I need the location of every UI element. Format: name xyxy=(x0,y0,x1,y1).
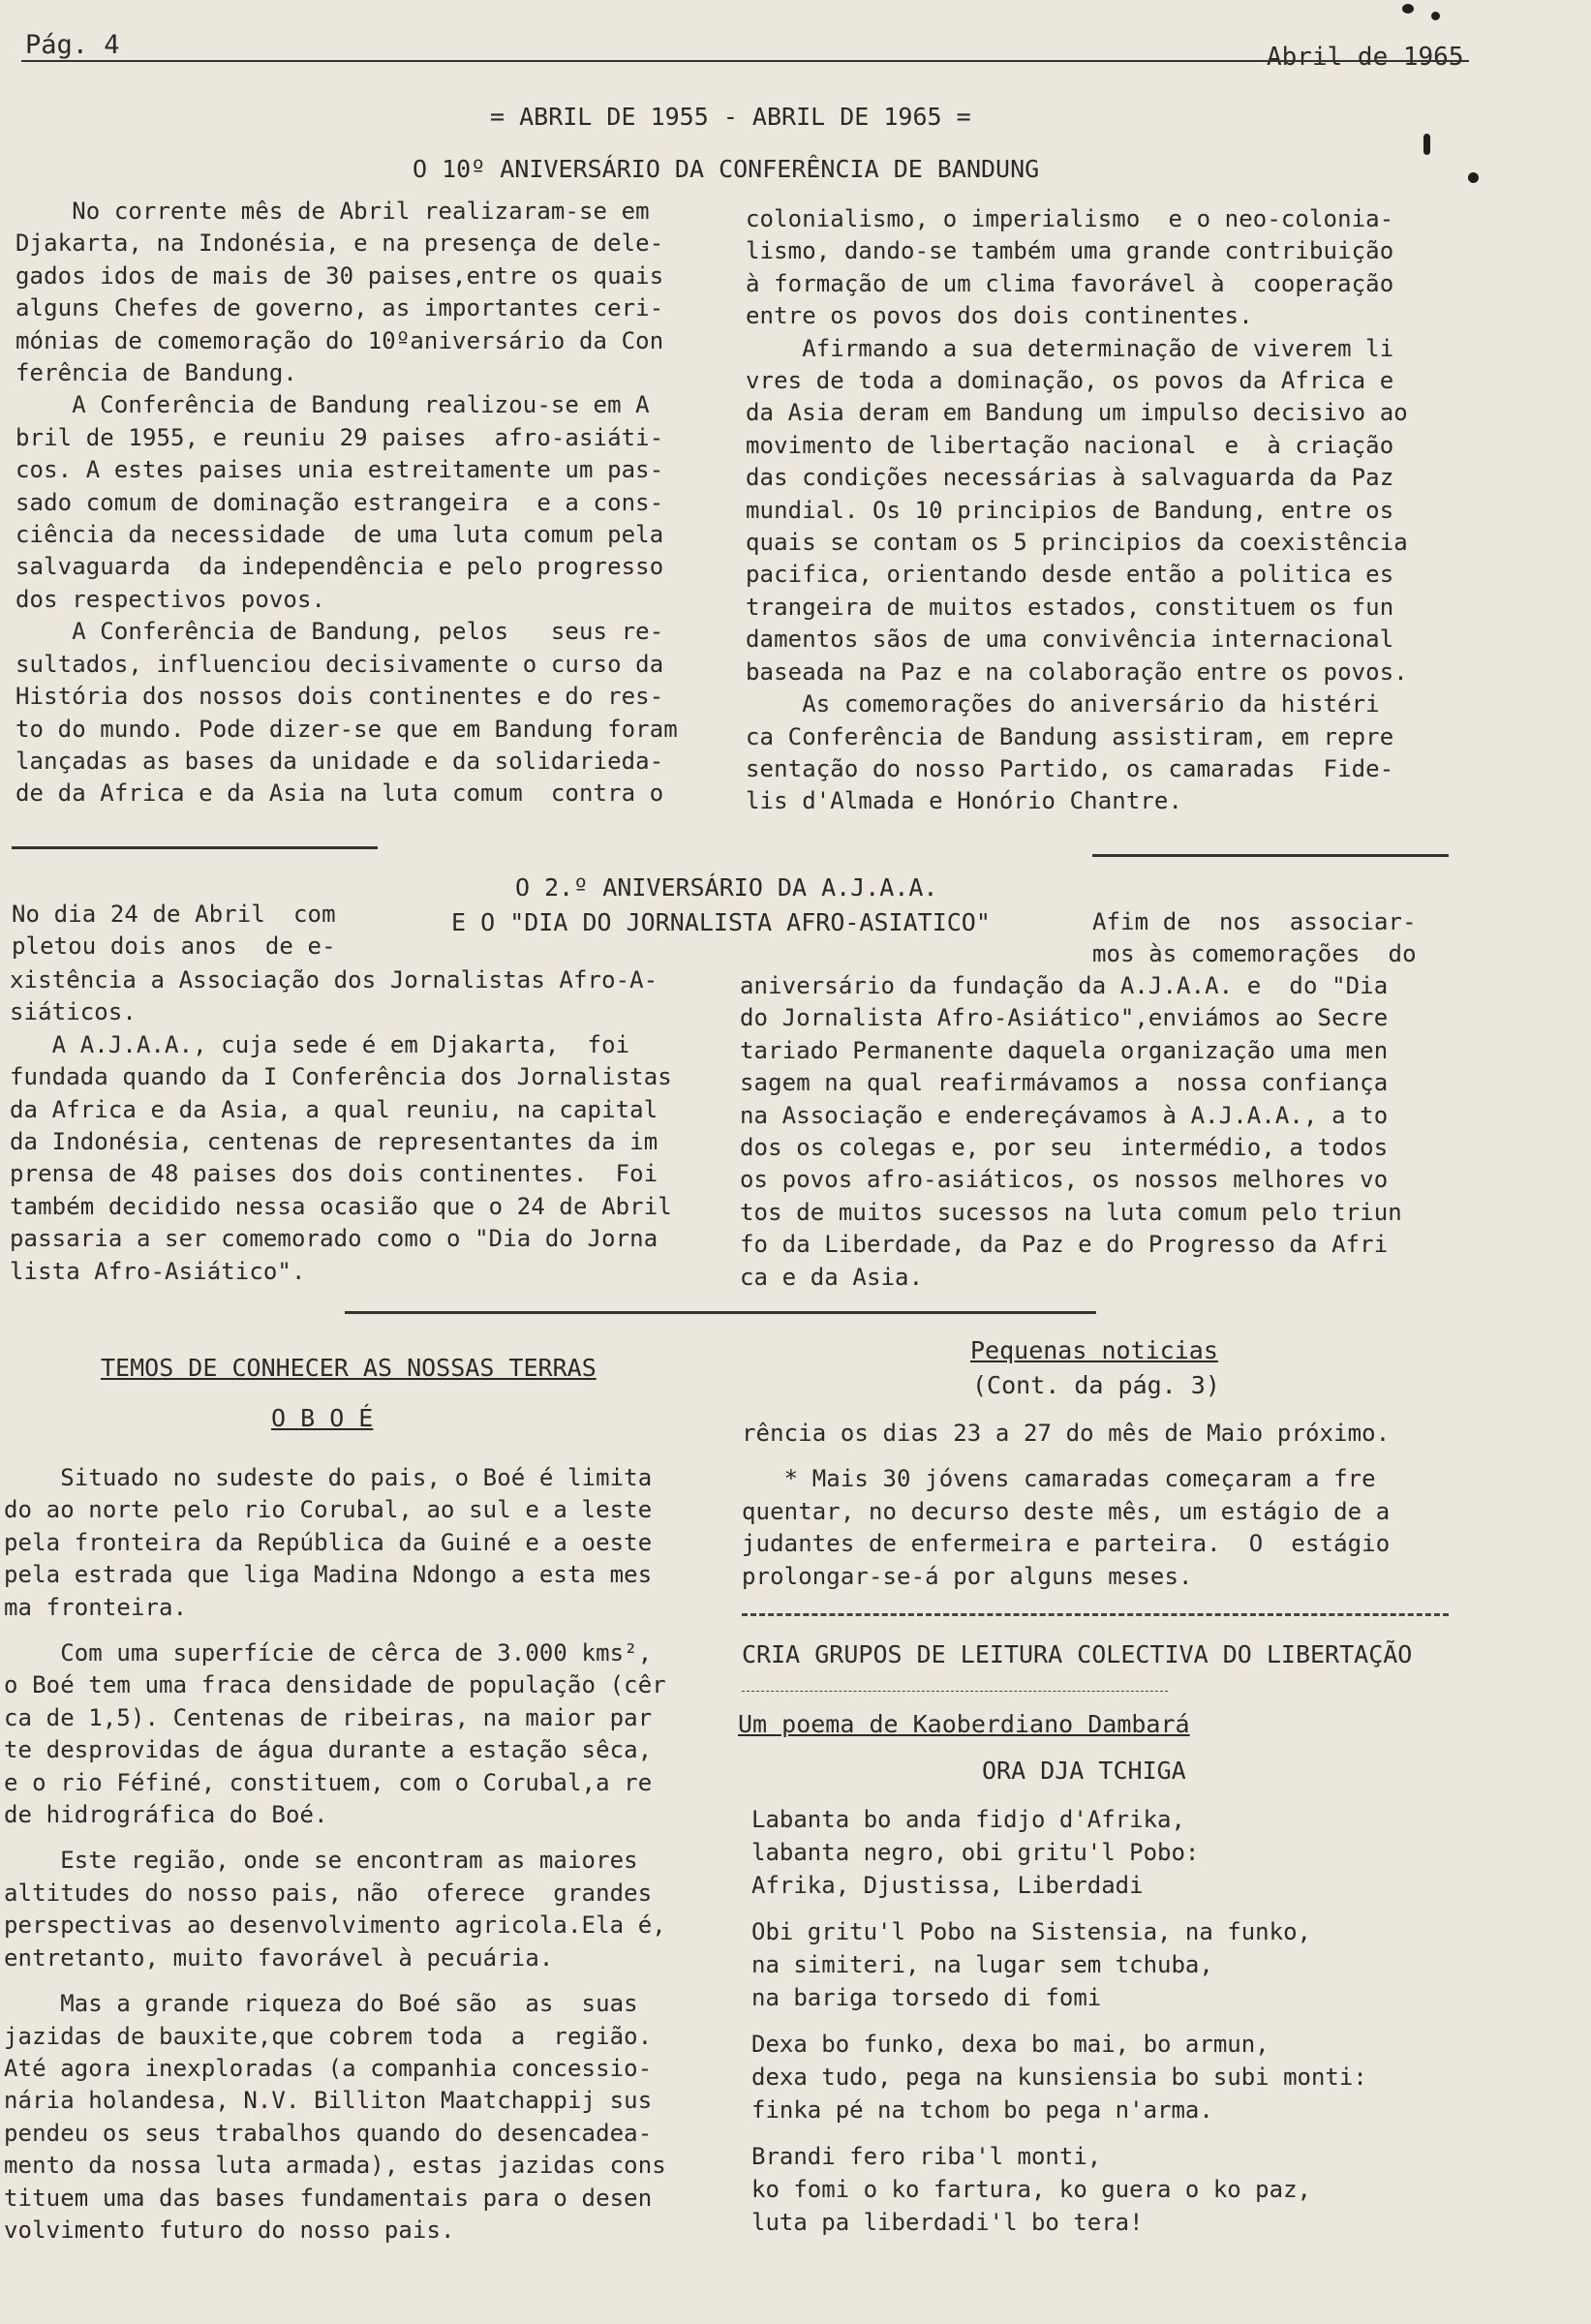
page-number: Pág. 4 xyxy=(25,30,120,60)
article-1-col1: No corrente mês de Abril realizaram-se em Djakarta, na Indonésia, e na presença de dele- gados idos de mais de 30 paises,entre os quais alguns Chefes de governo, as importantes ceri- mónias de comemoração do 10ºaniversário da Con ferência de Bandung. A Conferência de Bandung realizou-se em A bril de 1955, e reuniu 29 paises afro-asiáti- cos. A estes paises unia estreitamente um pas- sado comum de dominação estrangeira e a cons- ciência da necessidade de uma luta comum pela salvaguarda da independência e pelo progresso dos respectivos povos. A Conferência de Bandung, pelos seus re- sultados, influenciou decisivamente o curso da História dos nossos dois continentes e do res- to do mundo. Pode dizer-se que em Bandung foram lançadas as bases da unidade e da solidarieda- de da Africa e da Asia na luta comum contra o xyxy=(15,198,678,808)
article-3-title: TEMOS DE CONHECER AS NOSSAS TERRAS xyxy=(101,1354,597,1382)
header-rule xyxy=(21,60,1469,62)
poem-title: ORA DJA TCHIGA xyxy=(982,1757,1186,1785)
article-2-col1-top: No dia 24 de Abril com pletou dois anos de e- xyxy=(12,901,336,961)
article-4-title: Pequenas noticias xyxy=(970,1336,1218,1364)
poem-stanza: Brandi fero riba'l monti, ko fomi o ko fartura, ko guera o ko paz, luta pa liberdadi'l bo tera! xyxy=(751,2143,1311,2236)
article-2-title-1: O 2.º ANIVERSÁRIO DA A.J.A.A. xyxy=(515,873,938,902)
poem-stanza: Labanta bo anda fidjo d'Afrika, labanta negro, obi gritu'l Pobo: Afrika, Djustissa, Liberdadi xyxy=(751,1806,1200,1899)
ink-blot xyxy=(1423,134,1430,155)
article-2-title-2: E O "DIA DO JORNALISTA AFRO-ASIATICO" xyxy=(451,908,991,936)
poem-stanza: Obi gritu'l Pobo na Sistensia, na funko, na simiteri, na lugar sem tchuba, na bariga torsedo di fomi xyxy=(751,1918,1311,2011)
poem-body xyxy=(751,1803,1458,2239)
article-1-dates: = ABRIL DE 1955 - ABRIL DE 1965 = xyxy=(490,103,971,131)
ink-blot xyxy=(1431,12,1440,20)
section-rule-1b xyxy=(1092,854,1449,857)
article-2-col1: xistência a Associação dos Jornalistas Afro-A- siáticos. A A.J.A.A., cuja sede é em Djakarta, foi fundada quando da I Conferência dos Jornalistas da Africa e da Asia, a qual reuniu, na capital da Indonésia, centenas de representantes da im prensa de 48 paises dos dois continentes. Foi também decidido nessa ocasião que o 24 de Abril passaria a ser comemorado como o "Dia do Jorna lista Afro-Asiático". xyxy=(10,966,672,1285)
section-rule-5 xyxy=(742,1691,1168,1692)
article-2-col2-top: Afim de nos associar- mos às comemorações do xyxy=(1092,908,1417,968)
article-2-col2: aniversário da fundação da A.J.A.A. e do "Dia do Jornalista Afro-Asiático",enviámos ao Secre tariado Permanente daquela organização uma men sagem na qual reafirmávamos a nossa confiança na Associação e endereçávamos à A.J.A.A., a to dos os colegas e, por seu intermédio, a todos os povos afro-asiáticos, os nossos melhores vo tos de muitos sucessos na luta comum pelo triun fo da Liberdade, da Paz e do Progresso da Afri ca e da Asia. xyxy=(740,972,1402,1291)
ink-blot xyxy=(1468,172,1479,183)
ink-blot xyxy=(1402,4,1414,14)
article-1-title: O 10º ANIVERSÁRIO DA CONFERÊNCIA DE BANDUNG xyxy=(413,155,1040,183)
section-rule-4 xyxy=(742,1613,1449,1616)
issue-date: Abril de 1965 xyxy=(1267,43,1464,72)
poem-stanza: Dexa bo funko, dexa bo mai, bo armun, dexa tudo, pega na kunsiensia bo subi monti: finka pé na tchom bo pega n'arma. xyxy=(751,2031,1367,2124)
article-4-col: rência os dias 23 a 27 do mês de Maio próximo. * Mais 30 jóvens camaradas começaram a fre quentar, no decurso deste mês, um estágio de a judantes de enfermeira e parteira. O estágio prolongar-se-á por alguns meses. xyxy=(742,1420,1391,1590)
article-3-col: Situado no sudeste do pais, o Boé é limita do ao norte pelo rio Corubal, ao sul e a leste pela fronteira da República da Guiné e a oeste pela estrada que liga Madina Ndongo a esta mes ma fronteira. Com uma superfície de cêrca de 3.000 kms², o Boé tem uma fraca densidade de população (cêr ca de 1,5). Centenas de ribeiras, na maior par te desprovidas de água durante a estação sêca, e o rio Féfiné, constituem, com o Corubal,a re de hidrográfica do Boé. Este região, onde se encontram as maiores altitudes do nosso pais, não oferece grandes perspectivas ao desenvolvimento agricola.Ela é, entretanto, muito favorável à pecuária. Mas a grande riqueza do Boé são as suas jazidas de bauxite,que cobrem toda a região. Até agora inexploradas (a companhia concessio- nária holandesa, N.V. Billiton Maatchappij sus pendeu os seus trabalhos quando do desencadea- mento da nossa luta armada), estas jazidas cons tituem uma das bases fundamentais para o desen volvimento futuro do nosso pais. xyxy=(4,1464,666,2244)
article-5-title: CRIA GRUPOS DE LEITURA COLECTIVA DO LIBERTAÇÃO xyxy=(742,1640,1413,1668)
section-rule-2 xyxy=(345,1311,1096,1314)
article-4-subtitle: (Cont. da pág. 3) xyxy=(972,1371,1220,1399)
article-1-col2: colonialismo, o imperialismo e o neo-colonia- lismo, dando-se também uma grande contribuição à formação de um clima favorável à cooperação entre os povos dos dois continentes. Afirmando a sua determinação de viverem li vres de toda a dominação, os povos da Africa e da Asia deram em Bandung um impulso decisivo ao movimento de libertação nacional e à criação das condições necessárias à salvaguarda da Paz mundial. Os 10 principios de Bandung, entre os quais se contam os 5 principios da coexistência pacifica, orientando desde então a politica es trangeira de muitos estados, constituem os fun damentos sãos de uma convivência internacional baseada na Paz e na colaboração entre os povos. As comemorações do aniversário da histéri ca Conferência de Bandung assistiram, em repre sentação do nosso Partido, os camaradas Fide- lis d'Almada e Honório Chantre. xyxy=(746,205,1408,815)
article-3-subtitle: O B O É xyxy=(271,1404,374,1432)
section-rule-1a xyxy=(12,846,378,849)
poem-author-line: Um poema de Kaoberdiano Dambará xyxy=(738,1710,1190,1738)
